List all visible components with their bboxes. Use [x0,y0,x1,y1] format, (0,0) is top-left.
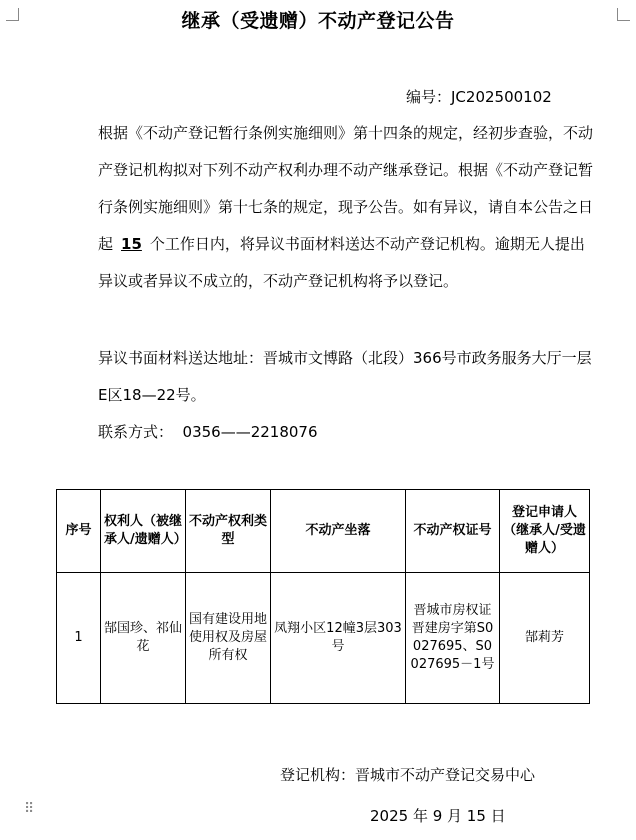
document-number: 编号：JC202500102 [406,88,552,106]
registration-table [56,489,590,704]
header-right-type: 不动产权利类型 [186,490,271,573]
cell-certificate-no: 晋城市房权证晋建房字第S0027695、S0027695－1号 [406,573,500,704]
notice-paragraph [64,115,594,300]
header-applicant: 登记申请人（继承人/受遗赠人） [500,490,590,573]
cell-right-holder: 郜国珍、祁仙花 [101,573,186,704]
notice-date: 2025 年 9 月 15 日 [370,807,506,825]
table-header-row [57,490,590,573]
cell-index: 1 [57,573,101,704]
notice-text-after: 个工作日内，将异议书面材料送达不动产登记机构。逾期无人提出异议或者异议不成立的，不动产登记机构将予以登记。 [98,235,585,290]
header-index: 序号 [57,490,101,573]
objection-address: 异议书面材料送达地址：晋城市文博路（北段）366号市政务服务大厅一层E区18—22号。 [98,349,592,404]
page-title: 继承（受遗赠）不动产登记公告 [181,10,455,32]
contact-info: 联系方式： 0356——2218076 [98,423,318,441]
header-right-holder: 权利人（被继承人/遗赠人） [101,490,186,573]
registration-authority: 登记机构：晋城市不动产登记交易中心 [280,766,536,784]
cell-right-type: 国有建设用地使用权及房屋所有权 [186,573,271,704]
objection-days: 15 [121,235,142,253]
cell-location: 凤翔小区12幢3层303号 [271,573,406,704]
notice-text-before: 根据《不动产登记暂行条例实施细则》第十四条的规定，经初步查验，不动产登记机构拟对下列不动产权利办理不动产继承登记。根据《不动产登记暂行条例实施细则》第十七条的规定，现予公告。如有异议，请自本公告之日起 [98,124,594,253]
drag-handle-icon[interactable]: ⠿ [24,801,34,817]
header-location: 不动产坐落 [271,490,406,573]
table-row [57,573,590,704]
header-certificate-no: 不动产权证号 [406,490,500,573]
cell-applicant: 郜莉芳 [500,573,590,704]
